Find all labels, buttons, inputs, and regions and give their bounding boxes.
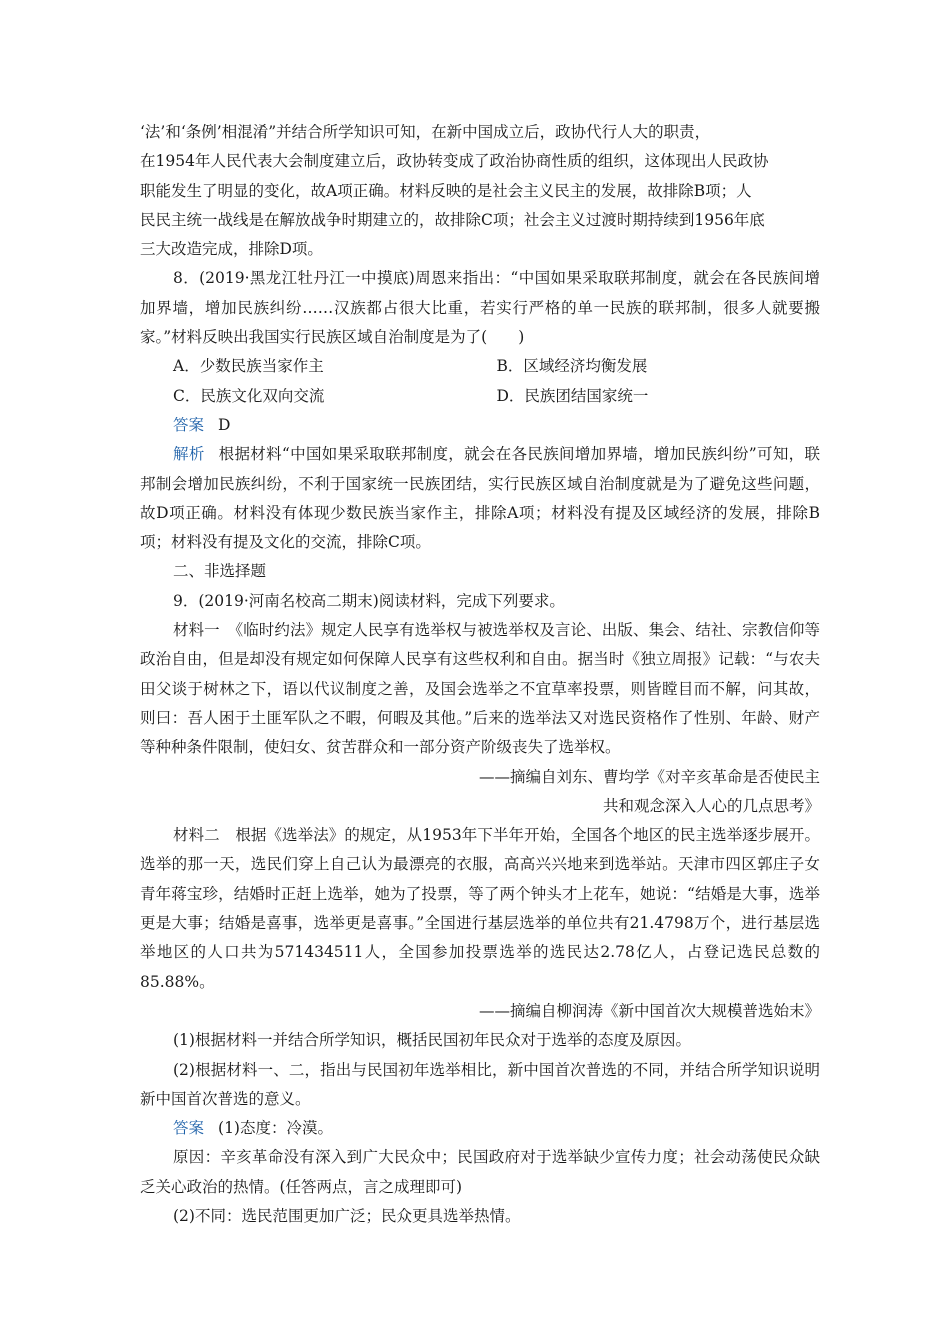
answer-reason: 原因：辛亥革命没有深入到广大民众中；民国政府对于选举缺少宣传力度；社会动荡使民众缺乏关心政治的热情。(任答两点，言之成理即可) [140, 1148, 820, 1196]
material-2-source: ——摘编自柳润涛《新中国首次大规模普选始末》 [478, 1001, 820, 1020]
question-9-stem: 9．(2019·河南名校高二期末)阅读材料，完成下列要求。 [173, 591, 565, 610]
answer-part-2: (2)不同：选民范围更加广泛；民众更具选举热情。 [173, 1206, 521, 1225]
answer-value: D [218, 415, 231, 434]
text-line: ‘法’和‘条例’相混淆”并结合所学知识可知，在新中国成立后，政协代行人大的职责， [140, 123, 711, 141]
question-8-stem: 8．(2019·黑龙江牡丹江一中摸底)周恩来指出：“中国如果采取联邦制度，就会在各民族间增加界墙，增加民族纠纷……汉族都占很大比重，若实行严格的单一民族的联邦制，很多人就要搬家。”材料反映出我国实行民族区域自治制度是为了( ) [140, 269, 820, 347]
previous-analysis-continued [140, 118, 820, 264]
option-c: C．民族文化双向交流 [173, 386, 325, 405]
question-9-part-2: (2)根据材料一、二，指出与民国初年选举相比，新中国首次普选的不同，并结合所学知识说明新中国首次普选的意义。 [140, 1060, 820, 1108]
options-row [140, 382, 820, 411]
text-line: 三大改造完成，排除D项。 [140, 240, 323, 259]
option-b: B．区域经济均衡发展 [496, 357, 648, 376]
options-row [140, 352, 820, 381]
analysis-label: 解析 [173, 445, 205, 464]
option-d: D．民族团结国家统一 [496, 386, 649, 405]
material-2: 材料二 根据《选举法》的规定，从1953年下半年开始，全国各个地区的民主选举逐步展开。选举的那一天，选民们穿上自己认为最漂亮的衣服，高高兴兴地来到选举站。天津市四区郭庄子女青年蒋宝珍，结婚时正赶上选举，她为了投票，等了两个钟头才上花车，她说：“结婚是大事，选举更是大事；结婚是喜事，选举更是喜事。”全国进行基层选举的单位共有21.4798万个，进行基层选举地区的人口共为571434511人，全国参加投票选举的选民达2.78亿人，占登记选民总数的85.88%。 [140, 826, 820, 991]
analysis-text: 根据材料“中国如果采取联邦制度，就会在各民族间增加界墙，增加民族纠纷”可知，联邦制会增加民族纠纷，不利于国家统一民族团结，实行民族区域自治制度就是为了避免这些问题，故D项正确。材料没有体现少数民族当家作主，排除A项；材料没有提及区域经济的发展，排除B项；材料没有提及文化的交流，排除C项。 [140, 445, 820, 552]
question-8-answer [140, 411, 820, 440]
answer-part-1: (1)态度：冷漠。 [218, 1119, 333, 1138]
text-line: 在1954年人民代表大会制度建立后，政协转变成了政治协商性质的组织，这体现出人民政协 [140, 152, 769, 171]
question-8-analysis [140, 440, 820, 557]
text-line: 民民主统一战线是在解放战争时期建立的，故排除C项；社会主义过渡时期持续到1956年底 [140, 210, 765, 229]
question-9-part-1: (1)根据材料一并结合所学知识，概括民国初年民众对于选举的态度及原因。 [173, 1031, 691, 1050]
answer-label: 答案 [173, 1119, 205, 1138]
option-a: A．少数民族当家作主 [173, 357, 324, 376]
document-body [140, 118, 820, 1231]
section-heading: 二、非选择题 [173, 562, 267, 581]
answer-label: 答案 [173, 415, 205, 434]
text-line: 职能发生了明显的变化，故A项正确。材料反映的是社会主义民主的发展，故排除B项；人 [140, 181, 752, 200]
material-1-source: ——摘编自刘东、曹均学《对辛亥革命是否使民主 [478, 767, 820, 786]
material-1-source: 共和观念深入人心的几点思考》 [602, 796, 820, 815]
material-1: 材料一 《临时约法》规定人民享有选举权与被选举权及言论、出版、集会、结社、宗教信仰等政治自由，但是却没有规定如何保障人民享有这些权利和自由。据当时《独立周报》记载：“与农夫田父谈于树林之下，语以代议制度之善，及国会选举之不宜草率投票，则皆瞠目而不解，问其故，则曰：吾人困于土匪军队之不暇，何暇及其他。”后来的选举法又对选民资格作了性别、年龄、财产等种种条件限制，使妇女、贫苦群众和一部分资产阶级丧失了选举权。 [140, 621, 820, 757]
question-9-answer [140, 1114, 820, 1143]
